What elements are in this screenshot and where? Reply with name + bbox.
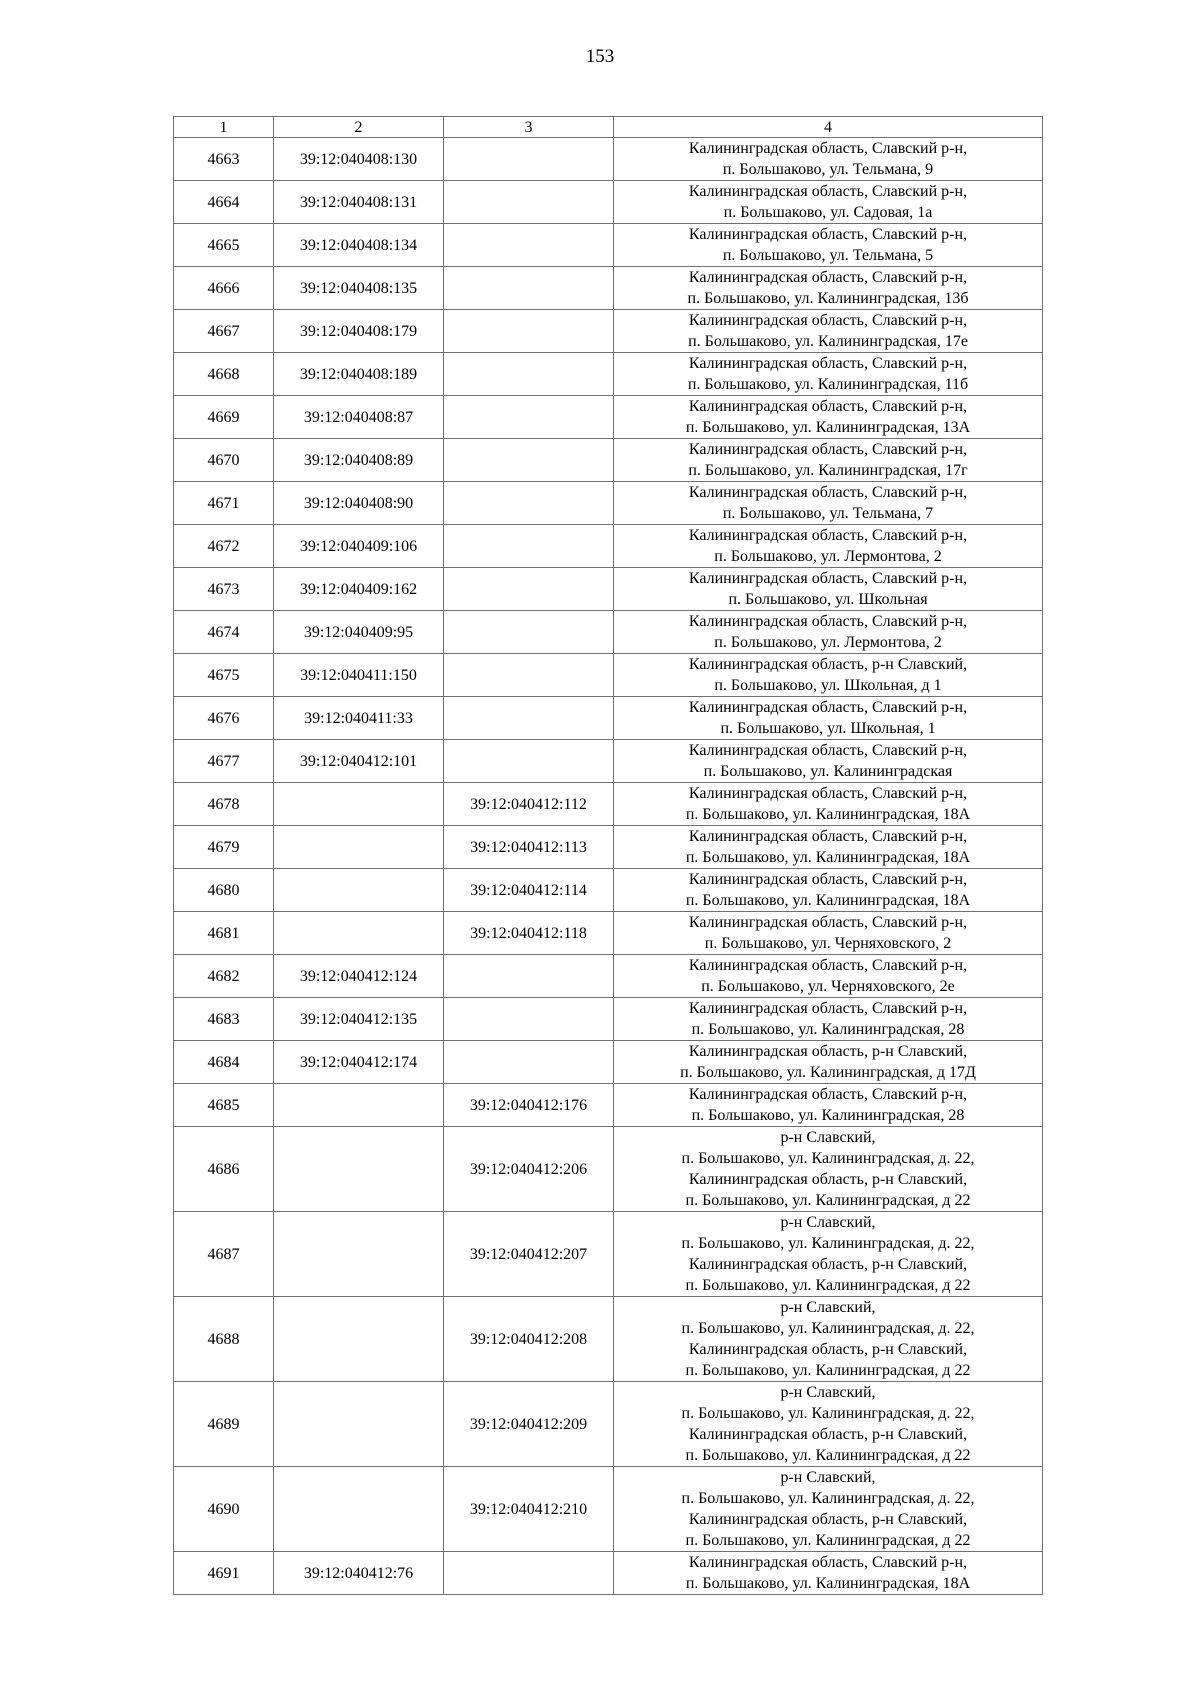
related-cadastral-number-cell: 39:12:040412:208: [444, 1297, 614, 1382]
address-line: р-н Славский,: [780, 1469, 876, 1486]
cadastral-number-cell: [274, 783, 444, 826]
address-cell: [614, 955, 1043, 998]
related-cadastral-number-cell: 39:12:040412:112: [444, 783, 614, 826]
cadastral-number-cell: [274, 1297, 444, 1382]
address-line: п. Большаково, ул. Садовая, 1а: [723, 204, 933, 221]
related-cadastral-number-cell: [444, 353, 614, 396]
table-row: [174, 783, 1043, 826]
address-line: п. Большаково, ул. Калининградская, 18А: [685, 1575, 971, 1592]
address-line: Калининградская область, Славский р-н,: [688, 140, 968, 157]
address-line: п. Большаково, ул. Черняховского, 2е: [701, 978, 955, 995]
address-line: Калининградская область, Славский р-н,: [688, 312, 968, 329]
related-cadastral-number-cell: [444, 998, 614, 1041]
address-line: п. Большаково, ул. Калининградская, 28: [691, 1021, 965, 1038]
table-row: [174, 1084, 1043, 1127]
table-body: [174, 138, 1043, 1595]
table-row: [174, 1297, 1043, 1382]
address-cell: [614, 1084, 1043, 1127]
address-line: Калининградская область, Славский р-н,: [688, 1086, 968, 1103]
row-number-cell: 4678: [174, 783, 274, 826]
address-line: Калининградская область, р-н Славский,: [688, 656, 968, 673]
address-line: п. Большаково, ул. Калининградская, 18А: [685, 892, 971, 909]
address-line: п. Большаково, ул. Калининградская, 11б: [687, 376, 969, 393]
address-cell: [614, 396, 1043, 439]
related-cadastral-number-cell: 39:12:040412:210: [444, 1467, 614, 1552]
row-number-cell: 4668: [174, 353, 274, 396]
column-header-3: 3: [444, 117, 614, 138]
address-line: п. Большаково, ул. Черняховского, 2: [704, 935, 952, 952]
address-line: Калининградская область, р-н Славский,: [688, 1171, 968, 1188]
page-number: 153: [585, 46, 615, 67]
table-row: [174, 654, 1043, 697]
related-cadastral-number-cell: [444, 181, 614, 224]
address-cell: [614, 740, 1043, 783]
address-cell: [614, 826, 1043, 869]
column-header-2: 2: [274, 117, 444, 138]
address-line: Калининградская область, Славский р-н,: [688, 527, 968, 544]
row-number-cell: 4674: [174, 611, 274, 654]
header-row: [174, 117, 1043, 138]
row-number-cell: 4671: [174, 482, 274, 525]
table-row: [174, 1382, 1043, 1467]
address-cell: [614, 1467, 1043, 1552]
cadastral-number-cell: 39:12:040408:134: [274, 224, 444, 267]
row-number-cell: 4663: [174, 138, 274, 181]
row-number-cell: 4672: [174, 525, 274, 568]
related-cadastral-number-cell: [444, 611, 614, 654]
table-row: [174, 353, 1043, 396]
address-cell: [614, 267, 1043, 310]
address-line: Калининградская область, Славский р-н,: [688, 269, 968, 286]
cadastral-number-cell: 39:12:040412:101: [274, 740, 444, 783]
related-cadastral-number-cell: 39:12:040412:176: [444, 1084, 614, 1127]
table-row: [174, 396, 1043, 439]
address-line: п. Большаково, ул. Тельмана, 9: [722, 161, 934, 178]
table-row: [174, 1467, 1043, 1552]
address-line: Калининградская область, Славский р-н,: [688, 742, 968, 759]
related-cadastral-number-cell: 39:12:040412:206: [444, 1127, 614, 1212]
address-line: Калининградская область, Славский р-н,: [688, 699, 968, 716]
table-row: [174, 138, 1043, 181]
cadastral-number-cell: [274, 1084, 444, 1127]
address-line: п. Большаково, ул. Калининградская, д. 22,: [681, 1320, 975, 1337]
address-cell: [614, 568, 1043, 611]
address-line: Калининградская область, Славский р-н,: [688, 570, 968, 587]
cadastral-number-cell: 39:12:040409:162: [274, 568, 444, 611]
related-cadastral-number-cell: 39:12:040412:114: [444, 869, 614, 912]
address-cell: [614, 783, 1043, 826]
table-row: [174, 697, 1043, 740]
table-row: [174, 568, 1043, 611]
cadastral-number-cell: 39:12:040409:106: [274, 525, 444, 568]
related-cadastral-number-cell: [444, 654, 614, 697]
address-line: п. Большаково, ул. Калининградская, д 17Д: [680, 1064, 976, 1081]
address-line: Калининградская область, Славский р-н,: [688, 484, 968, 501]
related-cadastral-number-cell: [444, 482, 614, 525]
table-row: [174, 869, 1043, 912]
address-line: п. Большаково, ул. Калининградская, 18А: [685, 849, 971, 866]
address-line: п. Большаково, ул. Калининградская, д. 22,: [681, 1150, 975, 1167]
address-cell: [614, 697, 1043, 740]
address-line: Калининградская область, Славский р-н,: [688, 828, 968, 845]
address-line: п. Большаково, ул. Калининградская, д. 22,: [681, 1405, 975, 1422]
row-number-cell: 4681: [174, 912, 274, 955]
row-number-cell: 4673: [174, 568, 274, 611]
row-number-cell: 4683: [174, 998, 274, 1041]
address-line: п. Большаково, ул. Калининградская, 18А: [685, 806, 971, 823]
row-number-cell: 4689: [174, 1382, 274, 1467]
address-line: Калининградская область, р-н Славский,: [688, 1043, 968, 1060]
row-number-cell: 4679: [174, 826, 274, 869]
cadastral-number-cell: 39:12:040412:76: [274, 1552, 444, 1595]
address-line: Калининградская область, Славский р-н,: [688, 914, 968, 931]
address-line: Калининградская область, р-н Славский,: [688, 1256, 968, 1273]
address-line: п. Большаково, ул. Калининградская, 13А: [685, 419, 971, 436]
address-cell: [614, 439, 1043, 482]
address-line: п. Большаково, ул. Тельмана, 5: [722, 247, 934, 264]
address-line: Калининградская область, Славский р-н,: [688, 613, 968, 630]
cadastral-number-cell: 39:12:040408:135: [274, 267, 444, 310]
address-cell: [614, 224, 1043, 267]
address-line: п. Большаково, ул. Тельмана, 7: [722, 505, 934, 522]
address-line: п. Большаково, ул. Калининградская, д 22: [685, 1447, 971, 1464]
cadastral-number-cell: [274, 1467, 444, 1552]
cadastral-number-cell: 39:12:040411:33: [274, 697, 444, 740]
table-row: [174, 1041, 1043, 1084]
row-number-cell: 4691: [174, 1552, 274, 1595]
related-cadastral-number-cell: [444, 138, 614, 181]
table-row: [174, 1212, 1043, 1297]
table-row: [174, 912, 1043, 955]
address-line: Калининградская область, Славский р-н,: [688, 1000, 968, 1017]
row-number-cell: 4690: [174, 1467, 274, 1552]
cadastral-number-cell: [274, 1127, 444, 1212]
table-row: [174, 955, 1043, 998]
address-cell: [614, 181, 1043, 224]
cadastral-number-cell: [274, 869, 444, 912]
related-cadastral-number-cell: [444, 955, 614, 998]
row-number-cell: 4677: [174, 740, 274, 783]
row-number-cell: 4680: [174, 869, 274, 912]
address-cell: [614, 1127, 1043, 1212]
related-cadastral-number-cell: [444, 224, 614, 267]
related-cadastral-number-cell: 39:12:040412:209: [444, 1382, 614, 1467]
table-row: [174, 482, 1043, 525]
table-row: [174, 525, 1043, 568]
table-row: [174, 439, 1043, 482]
address-cell: [614, 525, 1043, 568]
address-line: п. Большаково, ул. Лермонтова, 2: [714, 634, 942, 651]
address-line: п. Большаково, ул. Калининградская, 13б: [687, 290, 969, 307]
row-number-cell: 4675: [174, 654, 274, 697]
address-line: п. Большаково, ул. Калининградская, д 22: [685, 1362, 971, 1379]
address-line: п. Большаково, ул. Калининградская, 28: [691, 1107, 965, 1124]
row-number-cell: 4664: [174, 181, 274, 224]
address-line: Калининградская область, Славский р-н,: [688, 226, 968, 243]
address-line: Калининградская область, р-н Славский,: [688, 1426, 968, 1443]
address-cell: [614, 1212, 1043, 1297]
row-number-cell: 4684: [174, 1041, 274, 1084]
table-row: [174, 826, 1043, 869]
cadastral-number-cell: 39:12:040408:189: [274, 353, 444, 396]
table-row: [174, 267, 1043, 310]
cadastral-number-cell: 39:12:040408:131: [274, 181, 444, 224]
address-line: п. Большаково, ул. Калининградская, 17е: [688, 333, 968, 350]
row-number-cell: 4669: [174, 396, 274, 439]
related-cadastral-number-cell: 39:12:040412:207: [444, 1212, 614, 1297]
address-line: Калининградская область, Славский р-н,: [688, 441, 968, 458]
related-cadastral-number-cell: [444, 740, 614, 783]
row-number-cell: 4666: [174, 267, 274, 310]
related-cadastral-number-cell: [444, 568, 614, 611]
cadastral-number-cell: 39:12:040408:89: [274, 439, 444, 482]
related-cadastral-number-cell: [444, 1041, 614, 1084]
address-line: Калининградская область, Славский р-н,: [688, 1554, 968, 1571]
address-cell: [614, 611, 1043, 654]
cadastral-number-cell: 39:12:040408:130: [274, 138, 444, 181]
cadastral-number-cell: 39:12:040411:150: [274, 654, 444, 697]
address-line: п. Большаково, ул. Калининградская, д 22: [685, 1532, 971, 1549]
address-cell: [614, 869, 1043, 912]
cadastral-number-cell: 39:12:040408:90: [274, 482, 444, 525]
related-cadastral-number-cell: 39:12:040412:113: [444, 826, 614, 869]
row-number-cell: 4676: [174, 697, 274, 740]
table-row: [174, 998, 1043, 1041]
address-cell: [614, 353, 1043, 396]
address-cell: [614, 482, 1043, 525]
cadastral-number-cell: 39:12:040412:135: [274, 998, 444, 1041]
address-line: п. Большаково, ул. Лермонтова, 2: [714, 548, 942, 565]
cadastral-number-cell: [274, 912, 444, 955]
address-line: п. Большаково, ул. Школьная, 1: [720, 720, 936, 737]
cadastral-number-cell: 39:12:040412:124: [274, 955, 444, 998]
address-line: п. Большаково, ул. Калининградская: [703, 763, 953, 780]
cadastral-number-cell: [274, 1382, 444, 1467]
cadastral-number-cell: 39:12:040409:95: [274, 611, 444, 654]
related-cadastral-number-cell: [444, 1552, 614, 1595]
row-number-cell: 4670: [174, 439, 274, 482]
related-cadastral-number-cell: [444, 439, 614, 482]
row-number-cell: 4688: [174, 1297, 274, 1382]
table-row: [174, 611, 1043, 654]
address-cell: [614, 654, 1043, 697]
address-line: Калининградская область, Славский р-н,: [688, 957, 968, 974]
row-number-cell: 4686: [174, 1127, 274, 1212]
address-cell: [614, 1552, 1043, 1595]
address-cell: [614, 912, 1043, 955]
address-line: р-н Славский,: [780, 1384, 876, 1401]
column-header-1: 1: [174, 117, 274, 138]
address-cell: [614, 1041, 1043, 1084]
address-line: Калининградская область, Славский р-н,: [688, 785, 968, 802]
address-line: Калининградская область, р-н Славский,: [688, 1511, 968, 1528]
address-line: п. Большаково, ул. Калининградская, д. 22,: [681, 1490, 975, 1507]
address-line: р-н Славский,: [780, 1214, 876, 1231]
cadastral-number-cell: [274, 826, 444, 869]
address-cell: [614, 1297, 1043, 1382]
row-number-cell: 4685: [174, 1084, 274, 1127]
address-line: Калининградская область, Славский р-н,: [688, 355, 968, 372]
address-line: п. Большаково, ул. Калининградская, 17г: [688, 462, 968, 479]
cadastral-number-cell: 39:12:040412:174: [274, 1041, 444, 1084]
table-row: [174, 224, 1043, 267]
table-row: [174, 181, 1043, 224]
row-number-cell: 4665: [174, 224, 274, 267]
cadastral-number-cell: 39:12:040408:87: [274, 396, 444, 439]
row-number-cell: 4687: [174, 1212, 274, 1297]
address-line: Калининградская область, Славский р-н,: [688, 398, 968, 415]
address-line: п. Большаково, ул. Школьная: [728, 591, 928, 608]
address-cell: [614, 138, 1043, 181]
table-row: [174, 1127, 1043, 1212]
address-line: п. Большаково, ул. Калининградская, д 22: [685, 1192, 971, 1209]
cadastral-number-cell: 39:12:040408:179: [274, 310, 444, 353]
table-row: [174, 1552, 1043, 1595]
related-cadastral-number-cell: [444, 267, 614, 310]
address-line: п. Большаково, ул. Калининградская, д. 22,: [681, 1235, 975, 1252]
address-line: р-н Славский,: [780, 1299, 876, 1316]
address-line: Калининградская область, р-н Славский,: [688, 1341, 968, 1358]
address-cell: [614, 310, 1043, 353]
table-header: [174, 117, 1043, 138]
row-number-cell: 4682: [174, 955, 274, 998]
related-cadastral-number-cell: [444, 525, 614, 568]
address-line: р-н Славский,: [780, 1129, 876, 1146]
table-row: [174, 310, 1043, 353]
table-row: [174, 740, 1043, 783]
cadastral-number-cell: [274, 1212, 444, 1297]
address-cell: [614, 998, 1043, 1041]
address-line: п. Большаково, ул. Калининградская, д 22: [685, 1277, 971, 1294]
related-cadastral-number-cell: [444, 310, 614, 353]
related-cadastral-number-cell: 39:12:040412:118: [444, 912, 614, 955]
row-number-cell: 4667: [174, 310, 274, 353]
address-line: п. Большаково, ул. Школьная, д 1: [714, 677, 942, 694]
related-cadastral-number-cell: [444, 697, 614, 740]
related-cadastral-number-cell: [444, 396, 614, 439]
column-header-4: 4: [614, 117, 1043, 138]
address-cell: [614, 1382, 1043, 1467]
address-line: Калининградская область, Славский р-н,: [688, 871, 968, 888]
registry-table: [173, 116, 1043, 1595]
address-line: Калининградская область, Славский р-н,: [688, 183, 968, 200]
